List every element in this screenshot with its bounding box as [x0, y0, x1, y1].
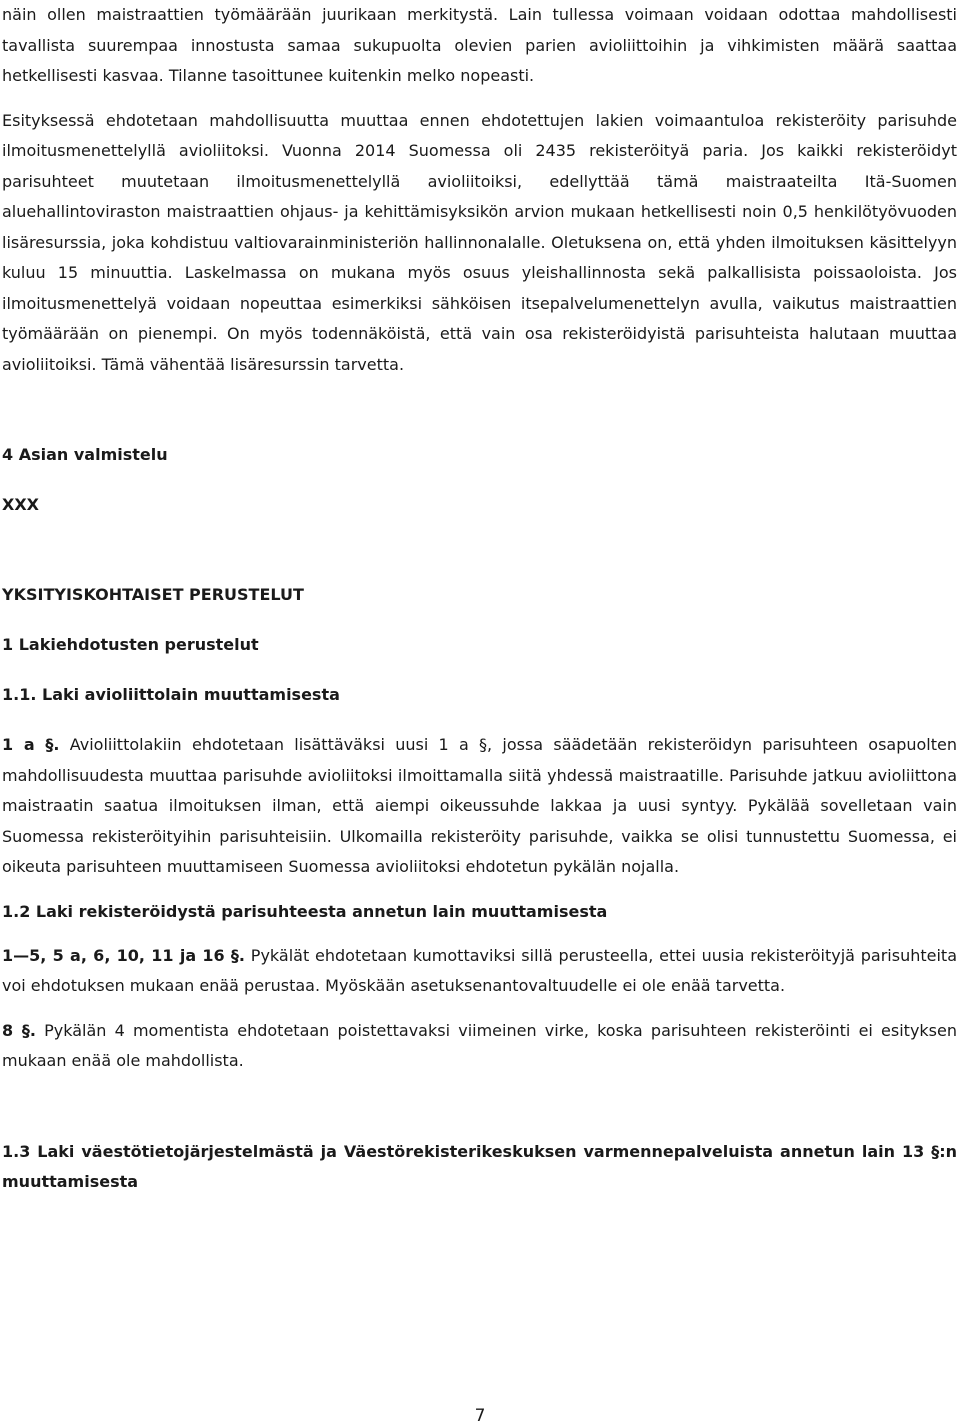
paragraph-1a-lead: 1 a §. — [2, 735, 60, 754]
paragraph-1-2-lead: 1—5, 5 a, 6, 10, 11 ja 16 §. — [2, 945, 246, 965]
spacer — [2, 927, 957, 941]
paragraph-intro-2: Esityksessä ehdotetaan mahdollisuutta muuttaa ennen ehdotettujen lakien voimaantuloa rekisteröity parisuhde ilmoitusmenettelyllä avioliitoksi. Vuonna 2014 Suomessa oli 2435 rekisteröityä paria. Jos kaikki rekisteröidyt parisuhteet muutetaan ilmoitusmenettelyllä avioliitoiksi, edellyttää tämä maistraateilta Itä-Suomen aluehallintoviraston maistraattien ohjaus- ja kehittämisyksikön arvion mukaan hetkellisesti noin 0,5 henkilötyövuoden lisäresurssia, joka kohdistuu valtiovarainministeriön hallinnonalalle. Oletuksena on, että yhden ilmoituksen käsittelyyn kuluu 15 minuuttia. Laskelmassa on mukana myös osuus yleishallinnosta sekä palkallisista poissaoloista. Jos ilmoitusmenettelyä voidaan nopeuttaa esimerkiksi sähköisen itsepalvelumenettelyn avulla, vaikutus maistraattien työmäärään on pienempi. On myös todennäköistä, että vain osa rekisteröidyistä parisuhteista halutaan muuttaa avioliitoiksi. Tämä vähentää lisäresurssin tarvetta. — [2, 110, 957, 374]
section-heading-4: 4 Asian valmistelu — [2, 445, 168, 464]
paragraph-intro-1: näin ollen maistraattien työmäärään juurikaan merkitystä. Lain tullessa voimaan voidaan odottaa mahdollisesti tavallista suurempaa innostusta samaa sukupuolta olevien parien avioliittoihin ja vihkimisten määrä saattaa hetkellisesti kasvaa. Tilanne tasoittunee kuitenkin melko nopeasti. — [2, 5, 957, 85]
spacer — [2, 380, 957, 440]
subheading-1-2: 1.2 Laki rekisteröidystä parisuhteesta annetun lain muuttamisesta — [2, 901, 608, 921]
page-number: 7 — [474, 1406, 486, 1426]
subheading-1-1: 1.1. Laki avioliittolain muuttamisesta — [2, 685, 340, 704]
paragraph-1-2 — [2, 941, 957, 1002]
paragraph-1a-text: Avioliittolakiin ehdotetaan lisättäväksi uusi 1 a §, jossa säädetään rekisteröidyn parisuhteen osapuolten mahdollisuudesta muuttaa parisuhde avioliitoksi ilmoittamalla siitä yhdessä maistraatille. Parisuhde jatkuu avioliittona maistraatin saatua ilmoituksen ilman, että aiempi oikeussuhde lakkaa ja uusi syntyy. Pykälää sovelletaan vain Suomessa rekisteröityihin parisuhteisiin. Ulkomailla rekisteröity parisuhde, vaikka se olisi tunnustettu Suomessa, ei oikeuta parisuhteen muuttamiseen Suomessa avioliitoksi ehdotetun pykälän nojalla. — [2, 735, 957, 876]
paragraph-8-text: Pykälän 4 momentista ehdotetaan poistettavaksi viimeinen virke, koska parisuhteen rekisteröinti ei esityksen mukaan enää ole mahdollista. — [2, 1020, 958, 1070]
spacer — [2, 883, 957, 897]
paragraph-8-lead: 8 §. — [2, 1020, 36, 1040]
paragraph-8 — [2, 1016, 957, 1077]
section-4-text: XXX — [2, 495, 40, 514]
paragraph-1a — [2, 730, 957, 883]
details-heading: YKSITYISKOHTAISET PERUSTELUT — [2, 585, 304, 604]
subheading-1-3: 1.3 Laki väestötietojärjestelmästä ja Väestörekisterikeskuksen varmennepalveluista annetun lain 13 §:n muuttamisesta — [2, 1141, 957, 1191]
document-body — [2, 0, 957, 1197]
spacer — [2, 710, 957, 730]
paragraph-1-2-text: Pykälät ehdotetaan kumottaviksi sillä perusteella, ettei uusia rekisteröityjä parisuhteita voi ehdotuksen mukaan enää perustaa. Myöskään asetuksenantovaltuudelle ei ole enää tarvetta. — [2, 945, 958, 995]
spacer — [2, 520, 957, 580]
subheading-1: 1 Lakiehdotusten perustelut — [2, 635, 259, 654]
spacer — [2, 1002, 957, 1016]
spacer — [2, 470, 957, 490]
spacer — [2, 660, 957, 680]
spacer — [2, 1077, 957, 1137]
spacer — [2, 610, 957, 630]
